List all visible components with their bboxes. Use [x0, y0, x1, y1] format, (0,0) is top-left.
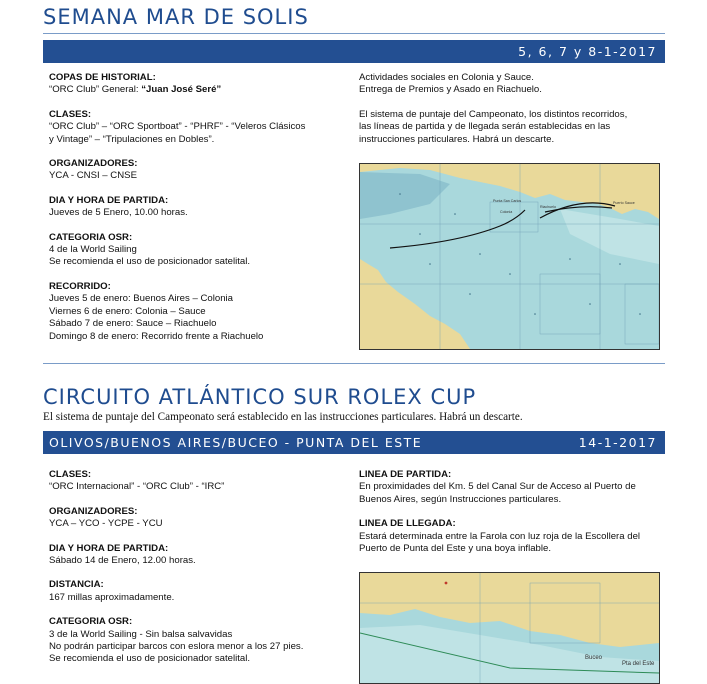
- section1-left-column: [49, 72, 354, 343]
- section1-left-line: [49, 207, 354, 219]
- section2-left-line: [49, 518, 354, 530]
- section1-left-line: [49, 293, 354, 305]
- section2-left-line-text: Se recomienda el uso de posicionador satelital.: [49, 653, 251, 665]
- section1-left-heading: COPAS DE HISTORIAL:: [49, 72, 156, 83]
- section2-left-heading: ORGANIZADORES:: [49, 505, 138, 517]
- section1-right-line: Entrega de Premios y Asado en Riachuelo.: [359, 84, 542, 96]
- section2-map: [359, 572, 660, 684]
- section1-left-line-text: Sábado 7 de enero: Sauce – Riachuelo: [49, 318, 217, 330]
- section1-left-heading: CATEGORIA OSR:: [49, 231, 133, 243]
- section2-left-line-text: “ORC Internacional” - “ORC Club” - “IRC”: [49, 481, 225, 493]
- section1-right-line: las líneas de partida y de llegada serán establecidas en las: [359, 121, 611, 133]
- section1-header-bar: [43, 40, 665, 63]
- section2-left-heading: CATEGORIA OSR:: [49, 616, 133, 628]
- section2-left-heading: DISTANCIA:: [49, 579, 104, 591]
- section2-right-line-text: En proximidades del Km. 5 del Canal Sur de Acceso al Puerto de: [359, 481, 636, 493]
- section1-left-line-text: “ORC Club” General:: [49, 84, 142, 96]
- section2-left-line-text: 167 millas aproximadamente.: [49, 591, 175, 603]
- section-separator-rule: [43, 363, 665, 364]
- section2-right-line-text: Estará determinada entre la Farola con luz roja de la Escollera del: [359, 530, 641, 542]
- section2-right-heading: LINEA DE PARTIDA:: [359, 469, 452, 480]
- section1-left-heading: CLASES:: [49, 108, 92, 120]
- section2-left-line: [49, 641, 354, 653]
- section2-intro: El sistema de puntaje del Campeonato será establecido en las instrucciones particulares. Habrá un descarte.: [43, 411, 523, 423]
- section1-left-bold-trophy: “Juan José Seré”: [141, 84, 222, 96]
- section1-left-line-text: YCA - CNSI – CNSE: [49, 170, 137, 182]
- section2-left-line: [49, 481, 354, 493]
- section1-left-line: [49, 318, 354, 330]
- section2-right-line: [359, 531, 669, 543]
- section2-left-column: [49, 469, 354, 666]
- section2-right-line-text: Buenos Aires, según Instrucciones particulares.: [359, 493, 562, 505]
- section1-left-line: [49, 306, 354, 318]
- map1-label-puerto-sauce: Puerto Sauce: [613, 201, 635, 205]
- section1-left-line: [49, 121, 354, 133]
- section1-left-line-text: 4 de la World Sailing: [49, 244, 137, 256]
- section2-chart-map: [360, 573, 659, 683]
- section2-left-line-text: 3 de la World Sailing - Sin balsa salvavidas: [49, 628, 233, 640]
- section1-left-line: [49, 244, 354, 256]
- map2-label-pta-del-este: Pta del Este: [622, 661, 655, 667]
- section2-left-line-text: No podrán participar barcos con eslora menor a los 27 pies.: [49, 641, 304, 653]
- section1-left-line-text: y Vintage” – “Tripulaciones en Dobles”.: [49, 133, 215, 145]
- section2-left-line: [49, 555, 354, 567]
- section1-left-line: [49, 134, 354, 146]
- section1-left-heading: RECORRIDO:: [49, 280, 111, 292]
- section1-rule: [43, 33, 665, 34]
- map2-label-buceo: Buceo: [585, 655, 603, 661]
- section2-right-line: [359, 543, 669, 555]
- section2-route: OLIVOS/BUENOS AIRES/BUCEO - PUNTA DEL ESTE: [49, 435, 423, 450]
- section2-left-heading: DIA Y HORA DE PARTIDA:: [49, 542, 169, 554]
- section1-left-line: [49, 256, 354, 268]
- section1-left-line-text: Jueves de 5 Enero, 10.00 horas.: [49, 207, 188, 219]
- section2-right-column: [359, 469, 669, 555]
- section2-left-line-text: Sábado 14 de Enero, 12.00 horas.: [49, 555, 196, 567]
- section2-left-heading: CLASES:: [49, 469, 92, 480]
- section1-left-line-text: Jueves 5 de enero: Buenos Aires – Colonia: [49, 293, 234, 305]
- section1-left-line: [49, 331, 354, 343]
- map1-label-colonia: Colonia: [500, 210, 513, 214]
- section2-left-line: [49, 629, 354, 641]
- section2-left-line: [49, 653, 354, 665]
- section1-left-heading: DIA Y HORA DE PARTIDA:: [49, 194, 169, 206]
- section1-left-line: [49, 84, 354, 96]
- section1-left-line-text: Viernes 6 de enero: Colonia – Sauce: [49, 305, 206, 317]
- section2-right-line: [359, 481, 669, 493]
- section1-left-line-text: Se recomienda el uso de posicionador satelital.: [49, 256, 251, 268]
- section2-right-line: [359, 494, 669, 506]
- map1-label-punta-san-carlos: Punta San Carlos: [493, 199, 522, 203]
- section2-left-line-text: YCA – YCO - YCPE - YCU: [49, 518, 163, 530]
- map1-label-riachuelo: Riachuelo: [540, 205, 556, 209]
- section1-right-column: [359, 72, 669, 146]
- section2-left-line: [49, 592, 354, 604]
- section1-left-line-text: Domingo 8 de enero: Recorrido frente a Riachuelo: [49, 330, 264, 342]
- section1-left-heading: ORGANIZADORES:: [49, 158, 138, 170]
- section1-right-line: Actividades sociales en Colonia y Sauce.: [359, 72, 534, 83]
- section1-dates: 5, 6, 7 y 8-1-2017: [518, 44, 657, 59]
- section2-title: CIRCUITO ATLÁNTICO SUR ROLEX CUP: [43, 385, 477, 409]
- section1-title: SEMANA MAR DE SOLIS: [43, 5, 309, 29]
- section1-right-line: El sistema de puntaje del Campeonato, los distintos recorridos,: [359, 108, 628, 120]
- section2-date: 14-1-2017: [578, 435, 657, 450]
- section1-left-line: [49, 170, 354, 182]
- section2-right-line-text: Puerto de Punta del Este y una boya inflable.: [359, 543, 552, 555]
- section1-right-line: instrucciones particulares. Habrá un descarte.: [359, 133, 555, 145]
- section1-chart-map: [360, 164, 659, 349]
- section2-right-heading: LINEA DE LLEGADA:: [359, 518, 456, 530]
- section2-header-bar: [43, 431, 665, 454]
- section1-map: [359, 163, 660, 350]
- section1-left-line-text: “ORC Club” – “ORC Sportboat” - “PHRF” - “Veleros Clásicos: [49, 121, 306, 133]
